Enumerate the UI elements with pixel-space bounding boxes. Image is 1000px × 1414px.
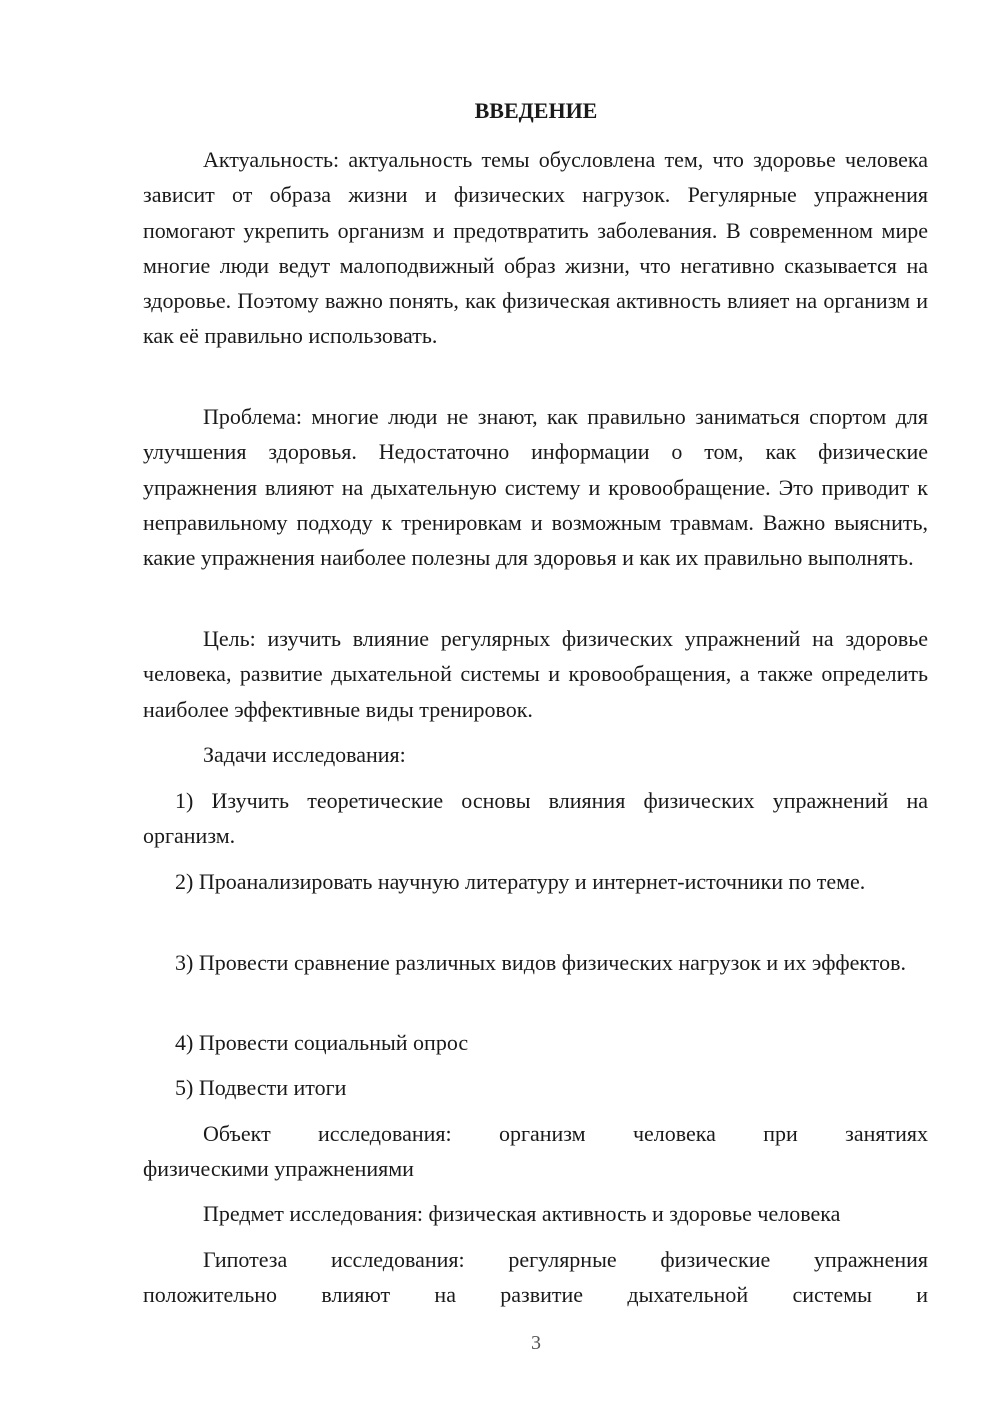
task-item-5: 5) Подвести итоги xyxy=(175,1075,347,1100)
page-number: 3 xyxy=(531,1332,541,1354)
task-item-3: 3) Провести сравнение различных видов физических нагрузок и их эффектов. xyxy=(175,950,907,975)
task-item-4: 4) Провести социальный опрос xyxy=(175,1030,469,1055)
object-line-1: Объект исследования: организм человека при занятиях xyxy=(203,1121,928,1146)
problem-paragraph: Проблема: многие люди не знают, как правильно заниматься спортом для улучшения здоровья. Недостаточно информации о том, как физические упражнения влияют на дыхательную систему и кровообращение. Это приводит к неправильному подходу к тренировкам и возможным травмам. Важно выяснить, какие упражнения наиболее полезны для здоровья и как их правильно выполнять. xyxy=(143,404,928,571)
object-line-2: физическими упражнениями xyxy=(143,1156,414,1181)
hypothesis-line-2: положительно влияют на развитие дыхательной системы и xyxy=(143,1282,928,1307)
task-item-1: 1) Изучить теоретические основы влияния физических упражнений на организм. xyxy=(143,788,928,849)
actuality-paragraph: Актуальность: актуальность темы обусловлена тем, что здоровье человека зависит от образа жизни и физических нагрузок. Регулярные упражнения помогают укрепить организм и предотвратить заболевания. В современном мире многие люди ведут малоподвижный образ жизни, что негативно сказывается на здоровье. Поэтому важно понять, как физическая активность влияет на организм и как её правильно использовать. xyxy=(143,147,928,349)
goal-paragraph: Цель: изучить влияние регулярных физических упражнений на здоровье человека, развитие дыхательной системы и кровообращения, а также определить наиболее эффективные виды тренировок. xyxy=(143,626,928,722)
section-heading: ВВЕДЕНИЕ xyxy=(474,98,598,123)
tasks-heading: Задачи исследования: xyxy=(203,742,406,767)
subject-paragraph: Предмет исследования: физическая активность и здоровье человека xyxy=(203,1201,841,1226)
task-item-2: 2) Проанализировать научную литературу и интернет-источники по теме. xyxy=(175,869,866,894)
hypothesis-line-1: Гипотеза исследования: регулярные физические упражнения xyxy=(203,1247,928,1272)
